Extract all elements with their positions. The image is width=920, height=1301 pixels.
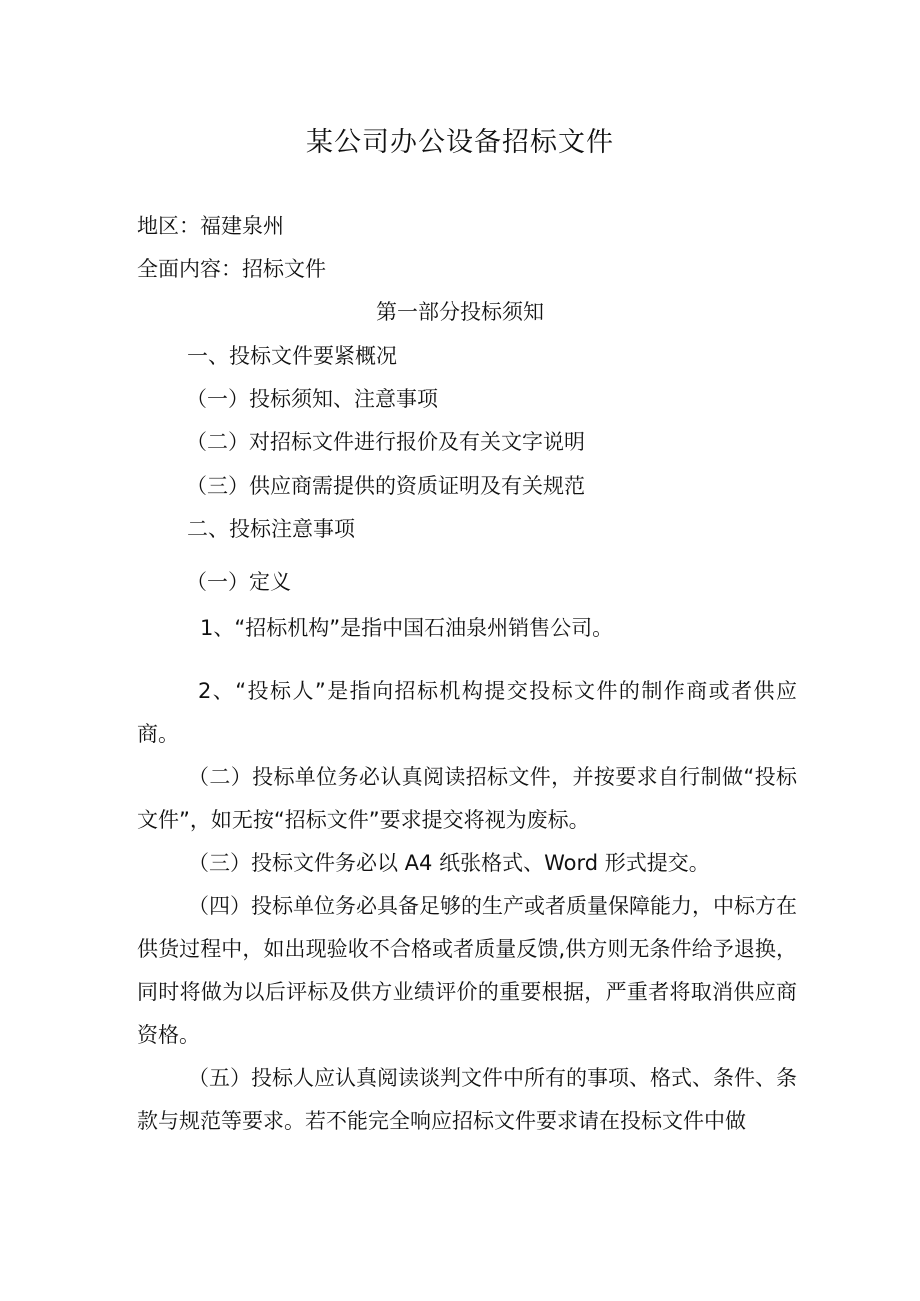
definition-subheading: （一）定义 [186, 570, 291, 594]
section1-item: （一）投标须知、注意事项 [186, 387, 438, 411]
definition-1: 1、“招标机构”是指中国石油泉州销售公司。 [200, 616, 614, 640]
content-type-line: 全面内容：招标文件 [137, 257, 326, 281]
body-paragraph: （二）投标单位务必认真阅读招标文件，并按要求自行制做“投标文件”，如无按“招标文件”要求提交将视为废标。 [137, 765, 797, 832]
part-heading: 第一部分投标须知 [376, 300, 544, 324]
body-paragraph: （五）投标人应认真阅读谈判文件中所有的事项、格式、条件、条款与规范等要求。若不能完全响应招标文件要求请在投标文件中做 [137, 1066, 797, 1133]
section1-item: （二）对招标文件进行报价及有关文字说明 [186, 430, 585, 454]
body-paragraph: （四）投标单位务必具备足够的生产或者质量保障能力，中标方在供货过程中，如出现验收不合格或者质量反馈,供方则无条件给予退换，同时将做为以后评标及供方业绩评价的重要根据，严重者将取消供应商资格。 [137, 894, 797, 1047]
document-title: 某公司办公设备招标文件 [306, 127, 614, 158]
section1-heading: 一、投标文件要紧概况 [187, 344, 397, 368]
body-paragraph: （三）投标文件务必以 A4 纸张格式、Word 形式提交。 [188, 851, 710, 875]
region-line: 地区：福建泉州 [137, 214, 284, 238]
section1-item: （三）供应商需提供的资质证明及有关规范 [186, 474, 585, 498]
definition-2: 2、“投标人”是指向招标机构提交投标文件的制作商或者供应商。 [137, 679, 797, 746]
section2-heading: 二、投标注意事项 [187, 517, 355, 541]
